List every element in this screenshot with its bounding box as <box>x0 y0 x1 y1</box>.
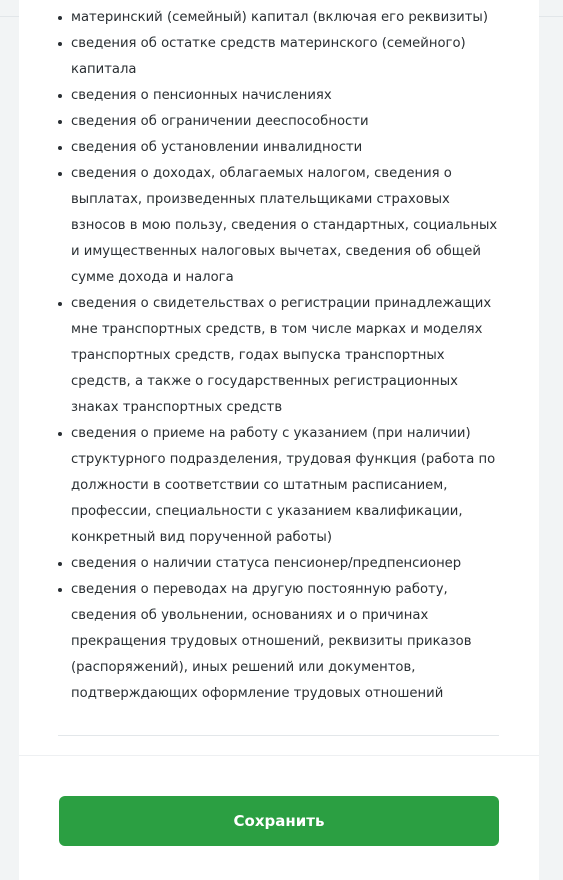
list-item-text: сведения о наличии статуса пенсионер/предпенсионер <box>71 556 462 571</box>
list-item <box>40 109 500 135</box>
bullet-icon <box>58 172 62 176</box>
bullet-icon <box>58 146 62 150</box>
list-divider <box>58 735 499 736</box>
list-item-text: сведения о свидетельствах о регистрации принадлежащих мне транспортных средств, в том числе марках и моделях транспортных средств, годах выпуска транспортных средств, а также о государственных регистрационных знаках транспортных средств <box>71 296 492 415</box>
footer-divider <box>19 755 539 756</box>
list-item-text: сведения о пенсионных начислениях <box>71 88 332 103</box>
list-item <box>40 577 500 707</box>
bullet-icon <box>58 562 62 566</box>
list-item <box>40 551 500 577</box>
list-item-text: сведения об ограничении дееспособности <box>71 114 369 129</box>
header-divider-right <box>539 16 563 17</box>
list-item-text: материнский (семейный) капитал (включая его реквизиты) <box>71 10 488 25</box>
bullet-icon <box>58 42 62 46</box>
bullet-icon <box>58 432 62 436</box>
list-item <box>40 421 500 551</box>
bullet-icon <box>58 588 62 592</box>
list-item <box>40 161 500 291</box>
consent-data-list <box>40 5 500 707</box>
list-item <box>40 5 500 31</box>
list-item-text: сведения о доходах, облагаемых налогом, сведения о выплатах, произведенных плательщиками страховых взносов в мою пользу, сведения о стандартных, социальных и имущественных налоговых вычетах, сведения об общей сумме дохода и налога <box>71 166 498 285</box>
bullet-icon <box>58 302 62 306</box>
list-item <box>40 31 500 83</box>
list-item-text: сведения об остатке средств материнского (семейного) капитала <box>71 36 466 77</box>
list-item-text: сведения об установлении инвалидности <box>71 140 363 155</box>
list-item <box>40 83 500 109</box>
save-button[interactable]: Сохранить <box>59 796 499 846</box>
list-item <box>40 291 500 421</box>
list-item <box>40 135 500 161</box>
bullet-icon <box>58 16 62 20</box>
bullet-icon <box>58 94 62 98</box>
bullet-icon <box>58 120 62 124</box>
list-item-text: сведения о приеме на работу с указанием (при наличии) структурного подразделения, трудовая функция (работа по должности в соответствии со штатным расписанием, профессии, специальности с указанием квалификации, конкретный вид порученной работы) <box>71 426 496 545</box>
list-item-text: сведения о переводах на другую постоянную работу, сведения об увольнении, основаниях и о причинах прекращения трудовых отношений, реквизиты приказов (распоряжений), иных решений или документов, подтверждающих оформление трудовых отношений <box>71 582 472 701</box>
header-divider-left <box>0 16 19 17</box>
